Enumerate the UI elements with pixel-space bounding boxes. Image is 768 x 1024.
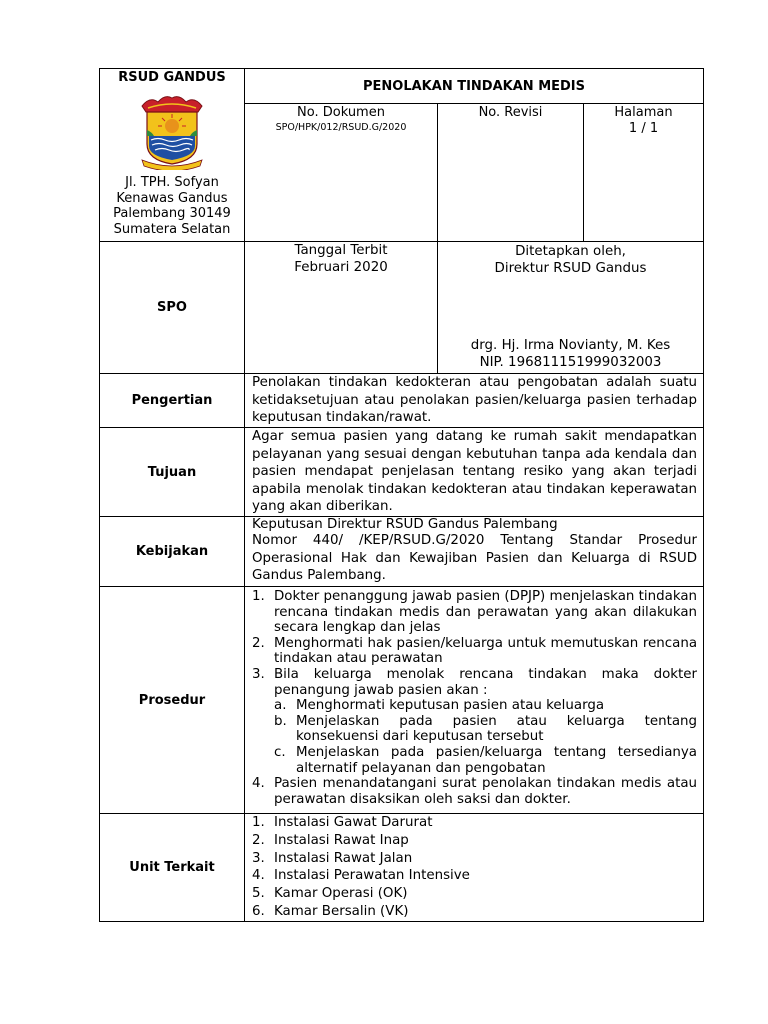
unit-number: 6.: [252, 903, 265, 919]
unit-number: 5.: [252, 886, 265, 902]
list-item: [252, 903, 697, 921]
prosedur-steps: [252, 589, 697, 807]
list-item: [274, 745, 697, 776]
spo-table: [99, 68, 704, 922]
list-item: [252, 850, 697, 868]
step-text: Bila keluarga menolak rencana tindakan maka dokter penangung jawab pasien akan :: [274, 666, 698, 698]
pengertian-content: [245, 374, 704, 428]
revision-label: No. Revisi: [478, 105, 543, 120]
approver-signature-block: [438, 338, 703, 371]
step-number: 3.: [252, 666, 265, 682]
hospital-identity-cell: [100, 69, 245, 242]
approver-cell: [438, 242, 704, 374]
tujuan-text: Agar semua pasien yang datang ke rumah sakit mendapatkan pelayanan yang sesuai dengan kebutuhan tanpa ada kendala dan pasien mendapat penjelasan tentang resiko yang akan terjadi apabila menolak tindakan kedokteran atau tindakan keperawatan yang akan diberikan.: [252, 429, 698, 515]
list-item: [252, 667, 697, 776]
step-text: Menghormati hak pasien/keluarga untuk memutuskan rencana tindakan atau perawatan: [274, 635, 698, 667]
list-item: [274, 714, 697, 745]
unit-name: Instalasi Gawat Darurat: [274, 815, 433, 830]
approved-by-line: Ditetapkan oleh,: [515, 244, 626, 259]
revision-cell: [438, 104, 584, 242]
unit-number: 4.: [252, 868, 265, 884]
unit-name: Kamar Bersalin (VK): [274, 903, 409, 919]
unit-list: [252, 814, 697, 921]
tujuan-content: [245, 428, 704, 517]
substep-letter: b.: [274, 713, 287, 729]
director-nip: NIP. 196811151999032003: [479, 354, 662, 370]
page-label: Halaman: [614, 105, 673, 120]
list-item: [274, 698, 697, 714]
step-number: 2.: [252, 635, 265, 651]
list-item: [252, 776, 697, 807]
page-cell: [584, 104, 704, 242]
step-number: 4.: [252, 776, 265, 792]
step-text: Dokter penanggung jawab pasien (DPJP) menjelaskan tindakan rencana tindakan medis dan perawatan yang akan dilakukan secara lengkap dan jelas: [274, 589, 698, 636]
prosedur-label: Prosedur: [100, 587, 245, 814]
unit-name: Kamar Operasi (OK): [274, 886, 408, 902]
pengertian-label: Pengertian: [100, 374, 245, 428]
document-number-cell: [245, 104, 438, 242]
kebijakan-content: [245, 517, 704, 587]
list-item: [252, 636, 697, 667]
kebijakan-label: Kebijakan: [100, 517, 245, 587]
document-title: PENOLAKAN TINDAKAN MEDIS: [245, 69, 704, 104]
unit-name: Instalasi Rawat Inap: [274, 832, 409, 848]
document-number-label: No. Dokumen: [297, 105, 385, 120]
list-item: [252, 885, 697, 903]
issued-date: Februari 2020: [294, 260, 388, 275]
spo-label: SPO: [100, 242, 245, 374]
address-line: Kenawas Gandus: [116, 190, 228, 206]
substep-text: Menghormati keputusan pasien atau keluarga: [296, 698, 605, 714]
approved-by-position: Direktur RSUD Gandus: [494, 260, 647, 276]
unit-terkait-content: [245, 814, 704, 922]
issued-label: Tanggal Terbit: [294, 243, 388, 258]
prosedur-content: [245, 587, 704, 814]
approver-title: [438, 244, 703, 277]
address-line: Palembang 30149: [113, 206, 231, 221]
substep-text: Menjelaskan pada pasien atau keluarga tentang konsekuensi dari keputusan tersebut: [296, 713, 698, 745]
list-item: [252, 832, 697, 850]
pengertian-text: Penolakan tindakan kedokteran atau pengobatan adalah suatu ketidaksetujuan atau penolakan pasien/keluarga pasien terhadap keputusan tindakan/rawat.: [252, 375, 698, 426]
kebijakan-text: Nomor 440/ /KEP/RSUD.G/2020 Tentang Standar Prosedur Operasional Hak dan Kewajiban Pasien dan Keluarga di RSUD Gandus Palembang.: [252, 533, 698, 584]
director-name: drg. Hj. Irma Novianty, M. Kes: [470, 338, 671, 353]
hospital-address: [100, 175, 244, 237]
hospital-name: RSUD GANDUS: [118, 70, 226, 85]
unit-number: 2.: [252, 832, 265, 848]
address-line: Jl. TPH. Sofyan: [125, 175, 219, 190]
unit-terkait-label: Unit Terkait: [100, 814, 245, 922]
step-text: Pasien menandatangani surat penolakan tindakan medis atau perawatan disaksikan oleh saksi dan dokter.: [274, 776, 698, 807]
unit-name: Instalasi Rawat Jalan: [274, 850, 413, 866]
step-number: 1.: [252, 589, 265, 604]
tujuan-label: Tujuan: [100, 428, 245, 517]
prosedur-substeps: [274, 698, 697, 776]
hospital-logo-icon: [138, 92, 206, 170]
unit-number: 3.: [252, 850, 265, 866]
address-line: Sumatera Selatan: [113, 221, 231, 237]
page-value: 1 / 1: [628, 121, 659, 136]
substep-text: Menjelaskan pada pasien/keluarga tentang tersedianya alternatif pelayanan dan pengobatan: [296, 744, 698, 776]
unit-name: Instalasi Perawatan Intensive: [274, 868, 470, 884]
unit-number: 1.: [252, 815, 265, 830]
substep-letter: c.: [274, 744, 286, 760]
list-item: [252, 589, 697, 636]
kebijakan-line1: Keputusan Direktur RSUD Gandus Palembang: [252, 517, 558, 532]
list-item: [252, 814, 697, 832]
substep-letter: a.: [274, 698, 287, 714]
document-number: SPO/HPK/012/RSUD.G/2020: [275, 122, 407, 133]
issued-date-cell: [245, 242, 438, 374]
list-item: [252, 867, 697, 885]
